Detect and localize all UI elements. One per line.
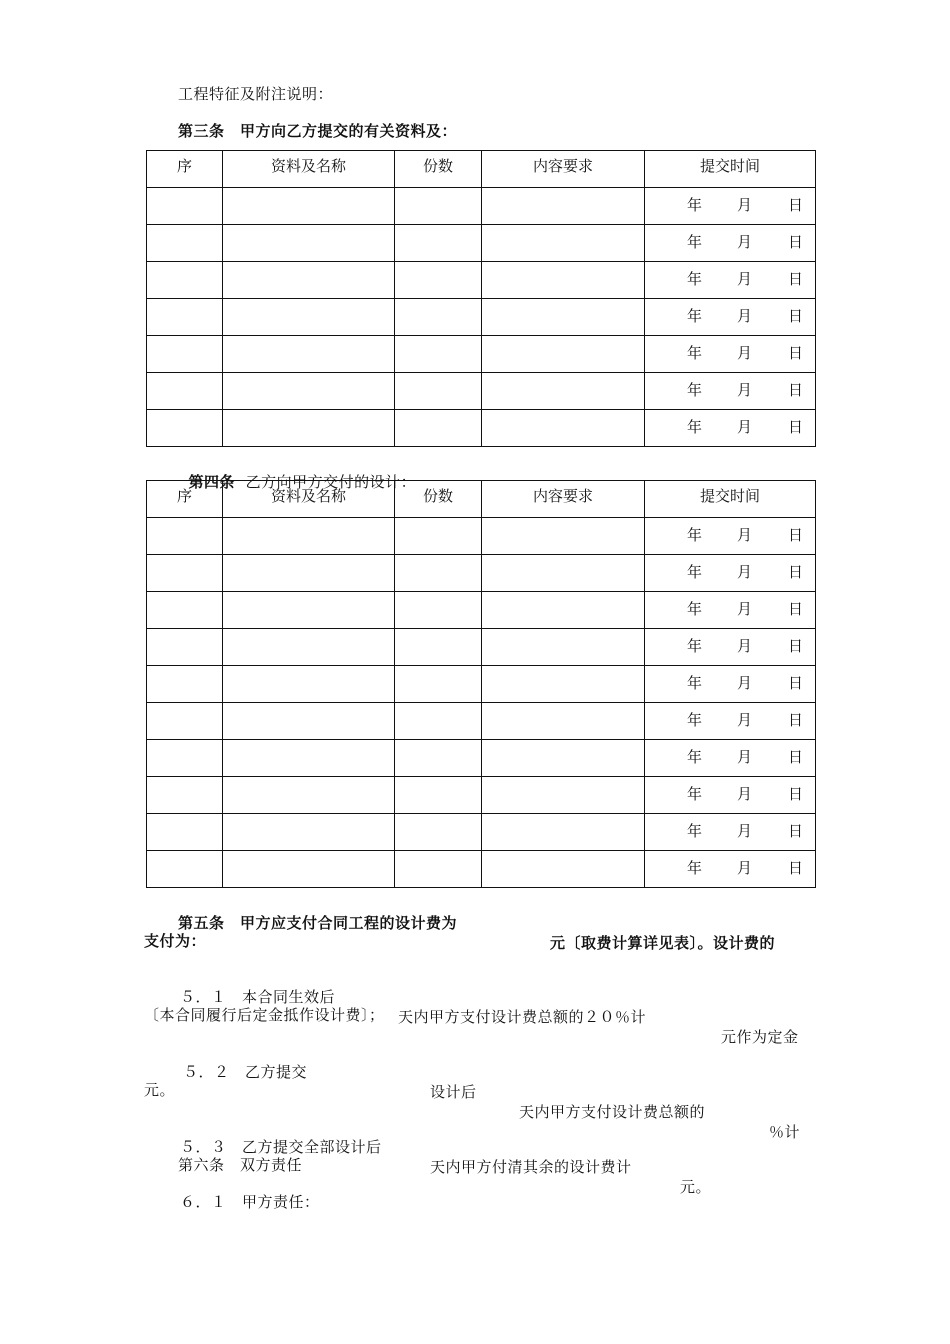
clause-5-2-c: 天内甲方支付设计费总额的 xyxy=(519,1103,706,1121)
date-day-label: 日 xyxy=(788,417,804,436)
cell-copies xyxy=(395,225,482,262)
cell-requirements xyxy=(482,703,645,740)
article3-table xyxy=(146,150,816,447)
date-day-label: 日 xyxy=(788,525,804,544)
table-row xyxy=(147,555,816,592)
cell-copies xyxy=(395,373,482,410)
cell-copies xyxy=(395,666,482,703)
cell-submit-date xyxy=(645,518,816,555)
clause-5-2 xyxy=(0,1042,950,1141)
date-month-label: 月 xyxy=(737,562,753,581)
clause-6-1: ６．１ 甲方责任： xyxy=(180,1193,320,1211)
cell-name xyxy=(223,262,395,299)
date-month-label: 月 xyxy=(737,710,753,729)
date-day-label: 日 xyxy=(788,269,804,288)
table-row xyxy=(147,666,816,703)
cell-seq xyxy=(147,740,223,777)
cell-submit-date xyxy=(645,629,816,666)
cell-name xyxy=(223,666,395,703)
header-submit-time: 提交时间 xyxy=(645,481,816,518)
date-year-label: 年 xyxy=(687,417,703,436)
cell-seq xyxy=(147,518,223,555)
date-year-label: 年 xyxy=(687,747,703,766)
cell-submit-date xyxy=(645,299,816,336)
cell-requirements xyxy=(482,225,645,262)
cell-requirements xyxy=(482,518,645,555)
cell-submit-date xyxy=(645,777,816,814)
date-year-label: 年 xyxy=(687,232,703,251)
header-copies: 份数 xyxy=(395,481,482,518)
date-year-label: 年 xyxy=(687,784,703,803)
cell-seq xyxy=(147,555,223,592)
header-name: 资料及名称 xyxy=(223,481,395,518)
header-requirements: 内容要求 xyxy=(482,481,645,518)
clause-5-2-line2: 元。 xyxy=(144,1081,176,1099)
cell-name xyxy=(223,703,395,740)
cell-copies xyxy=(395,336,482,373)
cell-seq xyxy=(147,703,223,740)
cell-copies xyxy=(395,740,482,777)
date-day-label: 日 xyxy=(788,636,804,655)
clause-5-2-a: ５．２ 乙方提交 xyxy=(183,1063,308,1081)
cell-requirements xyxy=(482,299,645,336)
date-month-label: 月 xyxy=(737,195,753,214)
article6-title: 第六条 双方责任 xyxy=(178,1156,303,1174)
cell-submit-date xyxy=(645,262,816,299)
table-row xyxy=(147,592,816,629)
date-day-label: 日 xyxy=(788,673,804,692)
header-copies: 份数 xyxy=(395,151,482,188)
cell-copies xyxy=(395,188,482,225)
clause-5-3-b: 天内甲方付清其余的设计费计 xyxy=(430,1158,632,1176)
date-day-label: 日 xyxy=(788,195,804,214)
cell-copies xyxy=(395,299,482,336)
article3-title: 第三条 甲方向乙方提交的有关资料及： xyxy=(178,122,458,140)
article5-part1: 第五条 甲方应支付合同工程的设计费为 xyxy=(178,914,458,932)
date-day-label: 日 xyxy=(788,343,804,362)
date-month-label: 月 xyxy=(737,232,753,251)
cell-copies xyxy=(395,410,482,447)
cell-copies xyxy=(395,777,482,814)
cell-requirements xyxy=(482,336,645,373)
cell-submit-date xyxy=(645,410,816,447)
cell-copies xyxy=(395,703,482,740)
date-day-label: 日 xyxy=(788,306,804,325)
date-year-label: 年 xyxy=(687,195,703,214)
table-row xyxy=(147,262,816,299)
date-day-label: 日 xyxy=(788,599,804,618)
date-month-label: 月 xyxy=(737,747,753,766)
article4-label: 第四条 xyxy=(188,473,236,491)
cell-seq xyxy=(147,373,223,410)
cell-requirements xyxy=(482,188,645,225)
cell-requirements xyxy=(482,777,645,814)
cell-seq xyxy=(147,262,223,299)
cell-seq xyxy=(147,629,223,666)
clause-5-1-a: ５．１ 本合同生效后 xyxy=(180,988,336,1006)
cell-name xyxy=(223,555,395,592)
header-seq: 序 xyxy=(147,481,223,518)
cell-requirements xyxy=(482,740,645,777)
cell-submit-date xyxy=(645,666,816,703)
cell-seq xyxy=(147,777,223,814)
cell-seq xyxy=(147,851,223,888)
cell-requirements xyxy=(482,666,645,703)
cell-requirements xyxy=(482,410,645,447)
clause-5-1-b: 天内甲方支付设计费总额的２０％计 xyxy=(398,1008,647,1026)
table-header-row xyxy=(147,151,816,188)
date-day-label: 日 xyxy=(788,821,804,840)
cell-name xyxy=(223,777,395,814)
date-month-label: 月 xyxy=(737,636,753,655)
date-day-label: 日 xyxy=(788,784,804,803)
clause-5-2-b: 设计后 xyxy=(430,1083,477,1101)
article5-line2: 支付为： xyxy=(144,932,207,950)
date-year-label: 年 xyxy=(687,562,703,581)
table-row xyxy=(147,336,816,373)
table-row xyxy=(147,373,816,410)
table-header-row xyxy=(147,481,816,518)
table-row xyxy=(147,814,816,851)
table-row xyxy=(147,777,816,814)
cell-name xyxy=(223,373,395,410)
cell-name xyxy=(223,814,395,851)
cell-name xyxy=(223,299,395,336)
cell-seq xyxy=(147,410,223,447)
cell-copies xyxy=(395,851,482,888)
cell-copies xyxy=(395,814,482,851)
cell-requirements xyxy=(482,555,645,592)
table-row xyxy=(147,518,816,555)
cell-name xyxy=(223,336,395,373)
intro-text: 工程特征及附注说明： xyxy=(178,85,334,103)
table-row xyxy=(147,410,816,447)
cell-submit-date xyxy=(645,814,816,851)
date-year-label: 年 xyxy=(687,599,703,618)
table-row xyxy=(147,225,816,262)
cell-name xyxy=(223,740,395,777)
header-name: 资料及名称 xyxy=(223,151,395,188)
date-month-label: 月 xyxy=(737,673,753,692)
cell-requirements xyxy=(482,629,645,666)
date-month-label: 月 xyxy=(737,343,753,362)
table-row xyxy=(147,851,816,888)
cell-copies xyxy=(395,262,482,299)
cell-copies xyxy=(395,592,482,629)
cell-submit-date xyxy=(645,851,816,888)
cell-submit-date xyxy=(645,703,816,740)
cell-seq xyxy=(147,225,223,262)
date-day-label: 日 xyxy=(788,858,804,877)
date-month-label: 月 xyxy=(737,821,753,840)
date-year-label: 年 xyxy=(687,343,703,362)
date-year-label: 年 xyxy=(687,269,703,288)
cell-seq xyxy=(147,188,223,225)
cell-name xyxy=(223,518,395,555)
clause-5-2-d: ％计 xyxy=(769,1123,801,1141)
cell-submit-date xyxy=(645,336,816,373)
date-year-label: 年 xyxy=(687,380,703,399)
date-month-label: 月 xyxy=(737,858,753,877)
date-day-label: 日 xyxy=(788,710,804,729)
cell-submit-date xyxy=(645,225,816,262)
cell-name xyxy=(223,629,395,666)
date-year-label: 年 xyxy=(687,306,703,325)
cell-seq xyxy=(147,336,223,373)
table-row xyxy=(147,188,816,225)
cell-submit-date xyxy=(645,555,816,592)
cell-requirements xyxy=(482,592,645,629)
date-month-label: 月 xyxy=(737,599,753,618)
cell-name xyxy=(223,410,395,447)
article4-text: 乙方向甲方交付的设计： xyxy=(245,473,417,491)
cell-requirements xyxy=(482,262,645,299)
date-day-label: 日 xyxy=(788,747,804,766)
date-year-label: 年 xyxy=(687,821,703,840)
header-seq: 序 xyxy=(147,151,223,188)
cell-submit-date xyxy=(645,188,816,225)
date-month-label: 月 xyxy=(737,306,753,325)
header-submit-time: 提交时间 xyxy=(645,151,816,188)
cell-submit-date xyxy=(645,740,816,777)
table-row xyxy=(147,703,816,740)
date-day-label: 日 xyxy=(788,232,804,251)
cell-seq xyxy=(147,299,223,336)
date-year-label: 年 xyxy=(687,636,703,655)
cell-name xyxy=(223,225,395,262)
cell-requirements xyxy=(482,814,645,851)
date-year-label: 年 xyxy=(687,858,703,877)
clause-5-3-a: ５．３ 乙方提交全部设计后 xyxy=(180,1138,382,1156)
date-month-label: 月 xyxy=(737,525,753,544)
table-row xyxy=(147,629,816,666)
cell-seq xyxy=(147,814,223,851)
clause-5-1-line2: 〔本合同履行后定金抵作设计费〕； xyxy=(144,1006,385,1024)
cell-name xyxy=(223,592,395,629)
date-month-label: 月 xyxy=(737,380,753,399)
cell-seq xyxy=(147,666,223,703)
cell-requirements xyxy=(482,373,645,410)
table-row xyxy=(147,740,816,777)
article5-part2: 元〔取费计算详见表〕。设计费的 xyxy=(550,934,776,952)
date-day-label: 日 xyxy=(788,562,804,581)
clause-5-3-c: 元。 xyxy=(680,1178,712,1196)
header-requirements: 内容要求 xyxy=(482,151,645,188)
date-year-label: 年 xyxy=(687,525,703,544)
cell-submit-date xyxy=(645,373,816,410)
date-year-label: 年 xyxy=(687,710,703,729)
cell-name xyxy=(223,851,395,888)
date-day-label: 日 xyxy=(788,380,804,399)
date-month-label: 月 xyxy=(737,269,753,288)
cell-seq xyxy=(147,592,223,629)
date-month-label: 月 xyxy=(737,417,753,436)
cell-submit-date xyxy=(645,592,816,629)
cell-requirements xyxy=(482,851,645,888)
date-month-label: 月 xyxy=(737,784,753,803)
date-year-label: 年 xyxy=(687,673,703,692)
clause-5-1-c: 元作为定金 xyxy=(721,1028,799,1046)
table-row xyxy=(147,299,816,336)
cell-name xyxy=(223,188,395,225)
cell-copies xyxy=(395,629,482,666)
cell-copies xyxy=(395,518,482,555)
cell-copies xyxy=(395,555,482,592)
article4-table xyxy=(146,480,816,888)
